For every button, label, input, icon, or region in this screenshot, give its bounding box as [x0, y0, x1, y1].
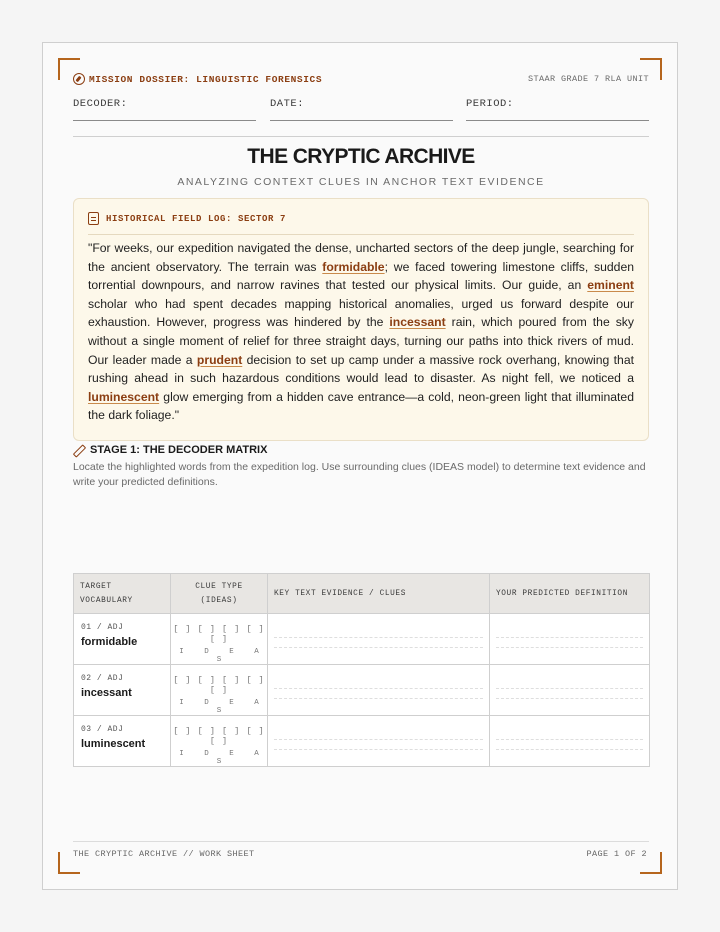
- header-text-evidence: KEY TEXT EVIDENCE / CLUES: [268, 574, 490, 614]
- evidence-write-area[interactable]: [268, 614, 490, 665]
- vocab-cell: 02 / ADJ incessant: [74, 665, 171, 716]
- table-row: [74, 665, 650, 716]
- vocab-highlight: prudent: [196, 352, 243, 367]
- definition-write-area[interactable]: [490, 614, 650, 665]
- clue-type-checkboxes[interactable]: [ ] [ ] [ ] [ ] [ ] I D E A S: [171, 665, 268, 716]
- footer-title: THE CRYPTIC ARCHIVE // WORK SHEET: [73, 849, 255, 859]
- pencil-icon: [73, 445, 84, 456]
- field-log-divider: [88, 234, 634, 235]
- period-field[interactable]: PERIOD:: [466, 93, 649, 121]
- table-row: [74, 614, 650, 665]
- vocab-highlight: luminescent: [88, 389, 160, 404]
- header-target-vocabulary: TARGET VOCABULARY: [74, 574, 171, 614]
- stage-heading: STAGE 1: THE DECODER MATRIX: [73, 444, 267, 456]
- worksheet-page: [42, 42, 678, 890]
- anchor-text-passage: "For weeks, our expedition navigated the dense, uncharted sectors of the deep jungle, searching for the ancient observatory. The terrain was formidable; we faced towering limestone cliffs, sudden torrential downpours, and narrow ravines that tested our physical limits. Our guide, an eminent scholar who had spent decades mapping historical anomalies, urged us forward despite our exhaustion. However, progress was hindered by the incessant rain, which poured from the sky without a single moment of relief for three straight days, turning our paths into thick rivers of mud. Our leader made a prudent decision to set up camp under a massive rock overhang, knowing that rushing ahead in such hazardous conditions would lead to disaster. As night fell, we noticed a luminescent glow emerging from a hidden cave entrance—a cold, neon-green light that illuminated the dark foliage.": [88, 241, 634, 423]
- vocab-highlight: incessant: [389, 315, 446, 330]
- clue-type-checkboxes[interactable]: [ ] [ ] [ ] [ ] [ ] I D E A S: [171, 716, 268, 767]
- vocab-highlight: formidable: [322, 259, 385, 274]
- table-header-row: [74, 574, 650, 614]
- evidence-write-area[interactable]: [268, 716, 490, 767]
- evidence-write-area[interactable]: [268, 665, 490, 716]
- mission-label: [73, 73, 322, 85]
- field-log-heading: HISTORICAL FIELD LOG: SECTOR 7: [88, 212, 286, 225]
- decoder-matrix-table: [73, 573, 650, 767]
- vocab-highlight: eminent: [587, 278, 634, 293]
- footer-divider: [73, 841, 649, 842]
- date-field[interactable]: DATE:: [270, 93, 453, 121]
- page-number: PAGE 1 OF 2: [586, 849, 647, 859]
- clue-type-checkboxes[interactable]: [ ] [ ] [ ] [ ] [ ] I D E A S: [171, 614, 268, 665]
- vocab-cell: 03 / ADJ luminescent: [74, 716, 171, 767]
- unit-label: STAAR GRADE 7 RLA UNIT: [527, 74, 649, 84]
- header-divider: [73, 136, 649, 137]
- vocab-cell: 01 / ADJ formidable: [74, 614, 171, 665]
- stage-instructions: Locate the highlighted words from the expedition log. Use surrounding clues (IDEAS model) to determine text evidence and write your predicted definitions.: [73, 461, 646, 488]
- definition-write-area[interactable]: [490, 716, 650, 767]
- page-subtitle: ANALYZING CONTEXT CLUES IN ANCHOR TEXT EVIDENCE: [177, 176, 545, 188]
- header-clue-type: CLUE TYPE (IDEAS): [171, 574, 268, 614]
- page-title: THE CRYPTIC ARCHIVE: [247, 145, 475, 168]
- header-bar: [73, 73, 649, 87]
- mission-text: MISSION DOSSIER: LINGUISTIC FORENSICS: [89, 73, 323, 85]
- table-row: [74, 716, 650, 767]
- decoder-field[interactable]: DECODER:: [73, 93, 256, 121]
- document-icon: [88, 212, 99, 225]
- student-fields: [73, 93, 649, 123]
- field-log-card: [73, 198, 649, 441]
- definition-write-area[interactable]: [490, 665, 650, 716]
- compass-icon: [73, 73, 85, 85]
- header-predicted-definition: YOUR PREDICTED DEFINITION: [490, 574, 650, 614]
